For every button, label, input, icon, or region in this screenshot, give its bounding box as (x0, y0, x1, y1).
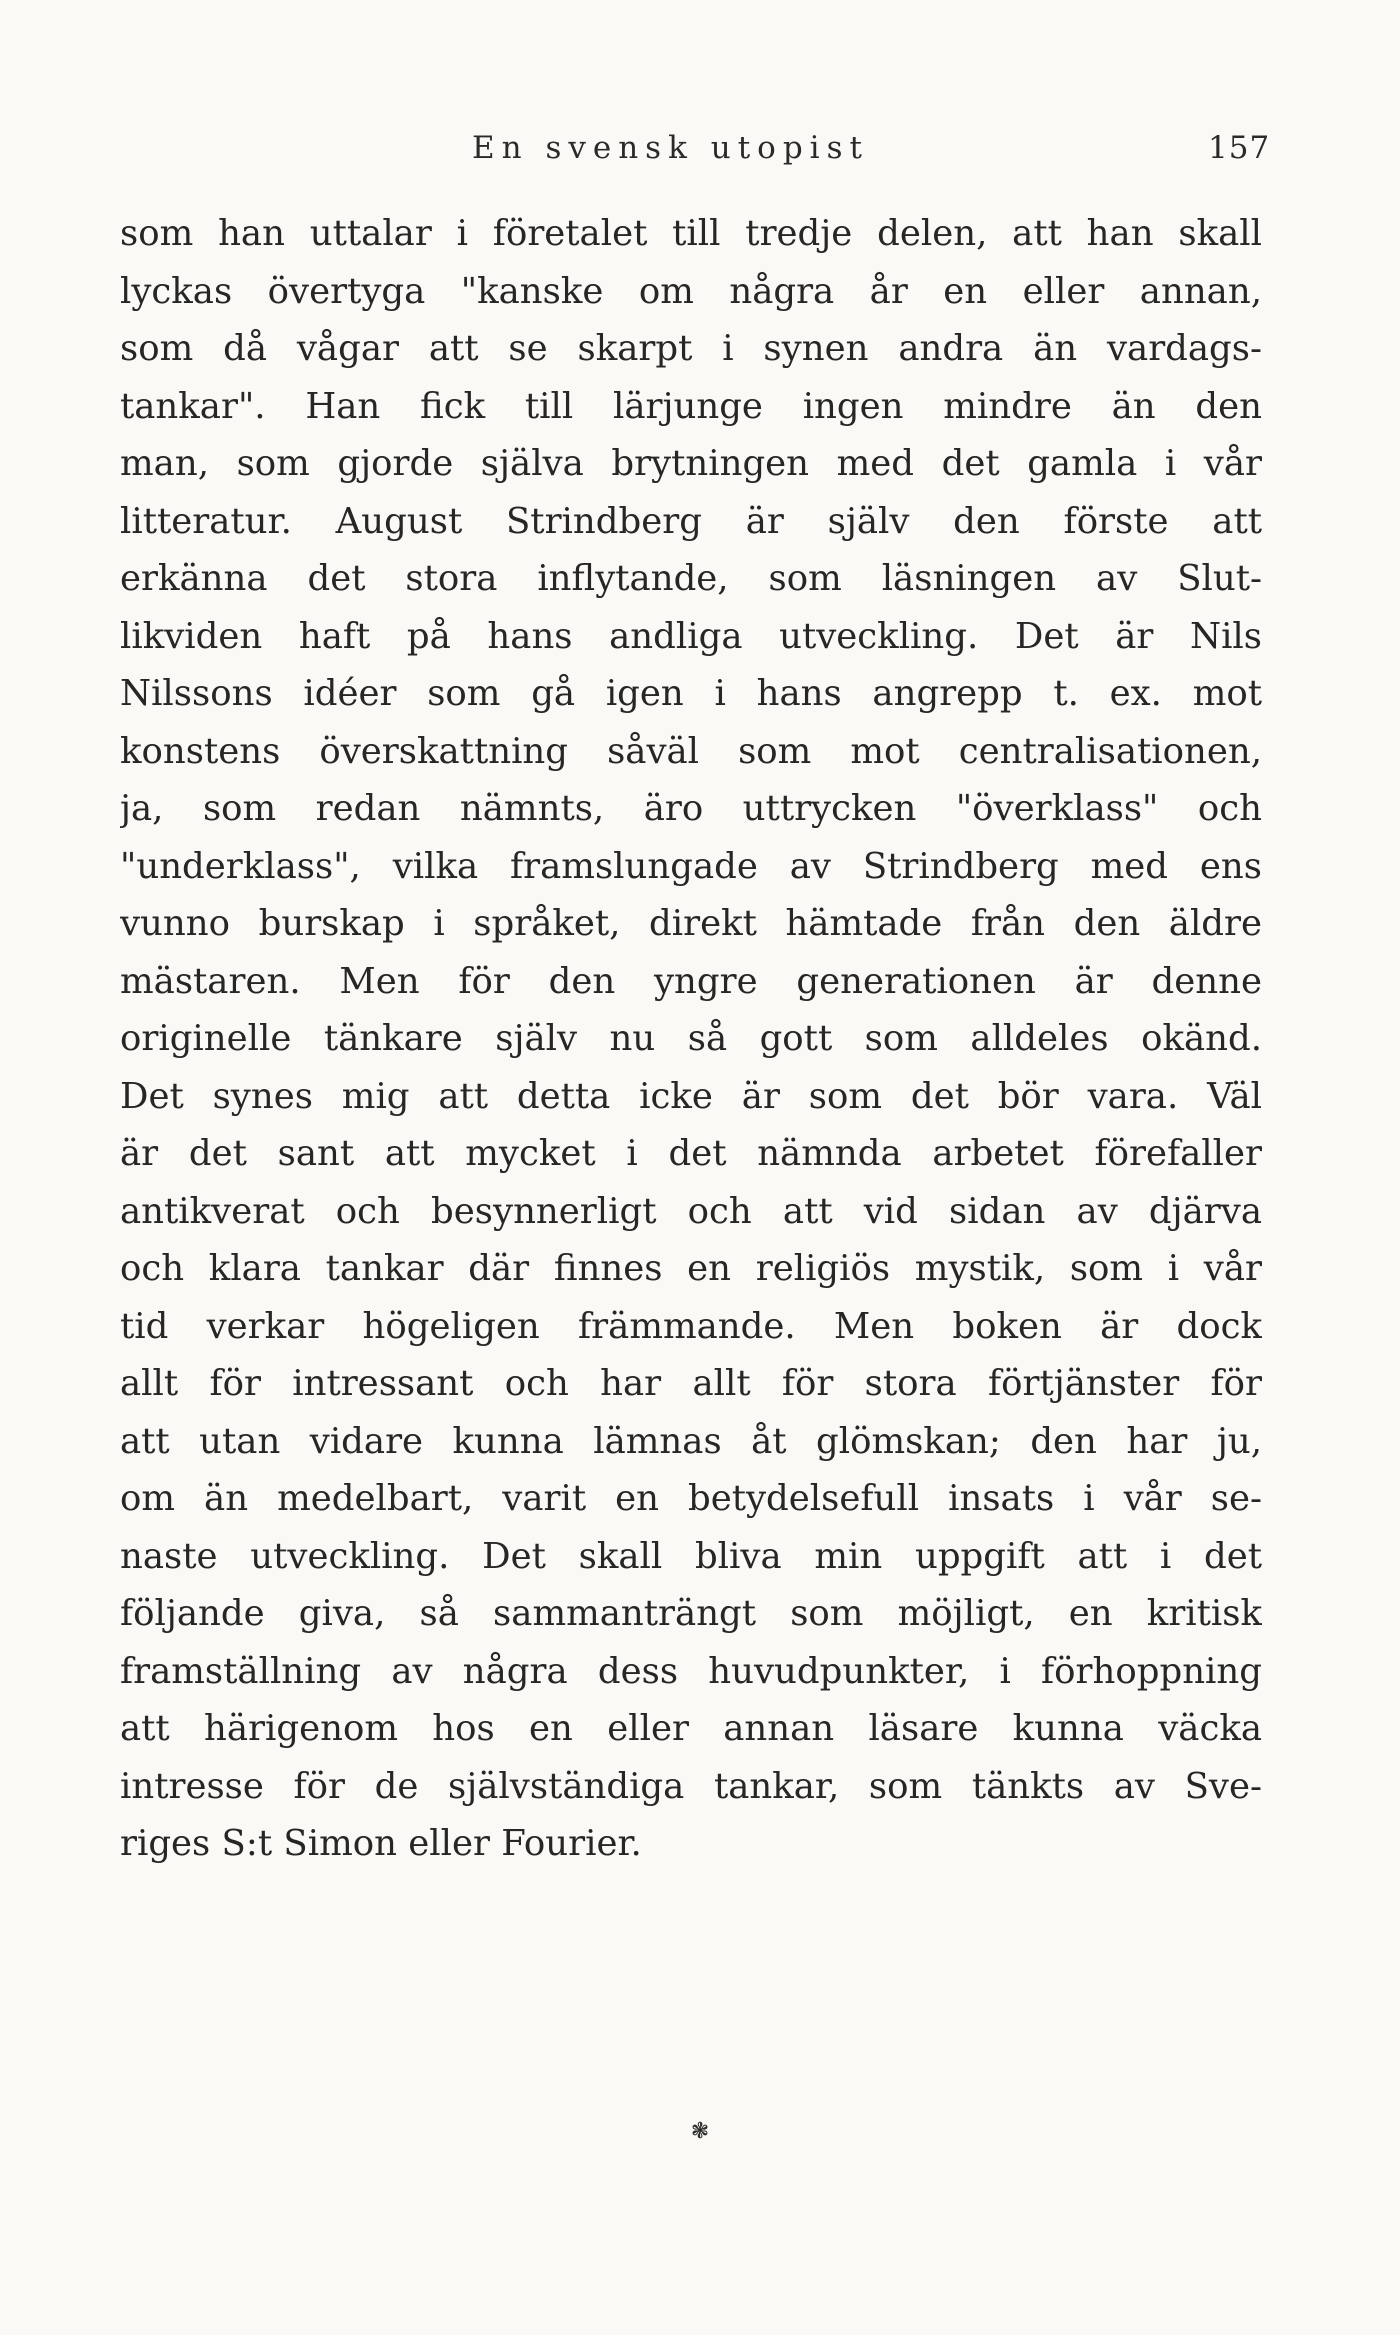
text-line: "underklass", vilka framslungade av Strindberg med ens (120, 845, 1262, 887)
text-line: antikverat och besynnerligt och att vid sidan av djärva (120, 1190, 1262, 1232)
text-line: och klara tankar där finnes en religiös mystik, som i vår (120, 1248, 1262, 1289)
text-line: är det sant att mycket i det nämnda arbetet förefaller (120, 1133, 1262, 1174)
text-line: ja, som redan nämnts, äro uttrycken "överklass" och (120, 788, 1262, 829)
text-line: naste utveckling. Det skall bliva min uppgift att i det (120, 1535, 1262, 1577)
text-line: som han uttalar i företalet till tredje delen, att han skall (120, 213, 1262, 254)
text-line: riges S:t Simon eller Fourier. (120, 1823, 642, 1864)
text-line: Nilssons idéer som gå igen i hans angrepp t. ex. mot (120, 673, 1262, 714)
text-line: tid verkar högeligen främmande. Men boken är dock (120, 1305, 1262, 1347)
text-line: allt för intressant och har allt för stora förtjänster för (120, 1363, 1262, 1404)
text-line: intresse för de självständiga tankar, som tänkts av Sve- (120, 1765, 1262, 1807)
text-line: som då vågar att se skarpt i synen andra än vardags- (120, 328, 1262, 369)
asterism-ornament-icon: ❃ (690, 2119, 710, 2144)
page-number: 157 (1208, 130, 1271, 166)
text-line: att härigenom hos en eller annan läsare kunna väcka (120, 1708, 1262, 1749)
text-line: Det synes mig att detta icke är som det bör vara. Väl (120, 1075, 1262, 1117)
text-line: originelle tänkare själv nu så gott som alldeles okänd. (120, 1018, 1262, 1059)
running-title: En svensk utopist (472, 130, 869, 166)
text-line: om än medelbart, varit en betydelsefull insats i vår se- (120, 1478, 1262, 1519)
body-text (120, 205, 1262, 1873)
running-head (0, 130, 1400, 180)
text-line: att utan vidare kunna lämnas åt glömskan; den har ju, (120, 1420, 1262, 1462)
text-line: litteratur. August Strindberg är själv den förste att (120, 500, 1262, 542)
text-line: man, som gjorde själva brytningen med det gamla i vår (120, 443, 1262, 484)
text-line: vunno burskap i språket, direkt hämtade från den äldre (120, 903, 1262, 944)
text-line: följande giva, så sammanträngt som möjligt, en kritisk (120, 1593, 1262, 1634)
text-line: mästaren. Men för den yngre generationen är denne (120, 960, 1262, 1002)
text-line: tankar". Han fick till lärjunge ingen mindre än den (120, 385, 1262, 427)
text-line: likviden haft på hans andliga utveckling. Det är Nils (120, 615, 1262, 657)
text-line: konstens överskattning såväl som mot centralisationen, (120, 730, 1262, 772)
text-line: erkänna det stora inflytande, som läsningen av Slut- (120, 558, 1262, 599)
text-line: framställning av några dess huvudpunkter, i förhoppning (120, 1650, 1262, 1692)
text-line: lyckas övertyga "kanske om några år en eller annan, (120, 270, 1262, 312)
